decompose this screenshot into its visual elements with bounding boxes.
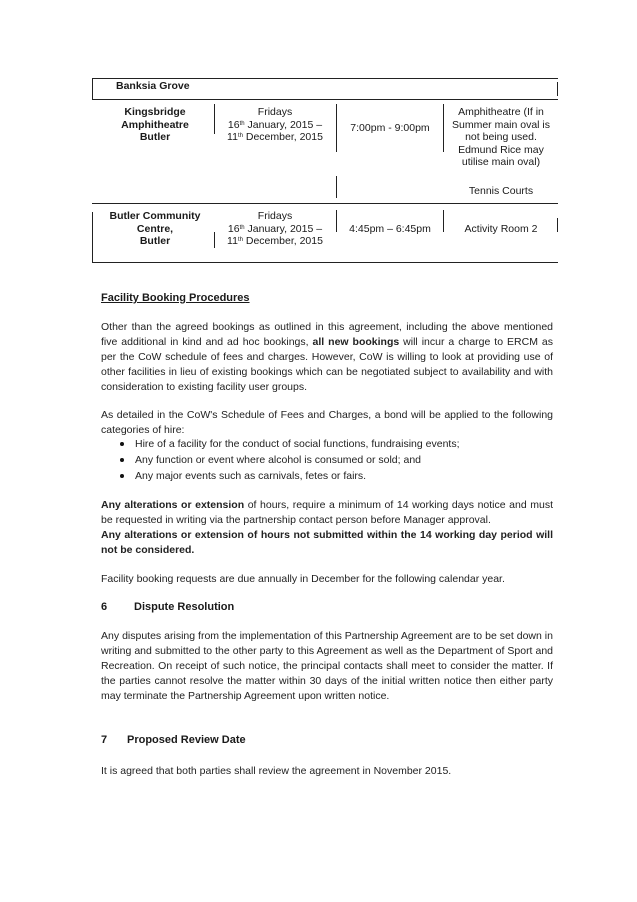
facility-booking-para1: Other than the agreed bookings as outlined in this agreement, including the above mentioned five additional in kind and ad hoc bookings, all new bookings will incur a charge to ERCM as per the CoW schedule of fees and charges. However, CoW is willing to look at providing use of other facilities in lieu of existing bookings which can be negotiated subject to availability and with consideration to existing facility user groups. <box>101 321 553 393</box>
facility-booking-para3: Any alterations or extension of hours, require a minimum of 14 working days notice and must be requested in writing via the partnership contact person before Manager approval. <box>101 499 553 526</box>
row2-venue-line3: Butler <box>139 235 171 247</box>
row1-facility-line5: utilise main oval) <box>461 156 541 168</box>
row1-bottom-border <box>92 203 558 204</box>
section7-title: Proposed Review Date <box>127 734 246 746</box>
row2-venue-line1: Butler Community <box>109 210 201 222</box>
table-left-border-top <box>92 78 93 100</box>
row2-venue <box>100 210 210 248</box>
row1-time: 7:00pm - 9:00pm <box>350 122 430 134</box>
row2-dates <box>218 210 332 248</box>
header-row-bottom-border <box>92 99 558 100</box>
row2-date-start: 16th January, 2015 – <box>227 222 323 235</box>
section6-title: Dispute Resolution <box>134 601 235 613</box>
row1-venue-line2: Amphitheatre <box>121 118 189 131</box>
row1-date-start: 16th January, 2015 – <box>227 118 323 131</box>
row2-date-end: 11th December, 2015 <box>227 235 323 247</box>
row2-facility: Activity Room 2 <box>464 223 538 235</box>
row2-day: Fridays <box>257 210 293 222</box>
row2-bottom-border <box>92 262 558 263</box>
row2-left-border <box>92 212 93 262</box>
row1-facility-line3: not being used. <box>465 131 537 143</box>
facility-booking-para5: Facility booking requests are due annually in December for the following calendar year. <box>101 573 505 585</box>
row1-divider-time-lower <box>336 176 337 198</box>
header-venue-label: Banksia Grove <box>116 80 190 92</box>
row1-divider-date <box>336 104 337 152</box>
table-right-border-top <box>557 82 558 96</box>
row1-facility-line4: Edmund Rice may <box>458 143 544 156</box>
booking-table <box>0 0 637 270</box>
row1-venue <box>100 106 210 144</box>
row1-facility-line2: Summer main oval is <box>451 118 551 131</box>
row1-date-end: 11th December, 2015 <box>227 131 323 143</box>
row2-divider-date <box>336 210 337 232</box>
row1-divider-venue <box>214 104 215 134</box>
row2-venue-line2: Centre, <box>136 222 174 235</box>
bullet-icon <box>120 442 124 446</box>
row1-facility-line1: Amphitheatre (If in <box>458 106 544 118</box>
section6-text: Any disputes arising from the implementation of this Partnership Agreement are to be set down in writing and submitted to the other party to this Agreement as well as the Department of Sport and Recreation. On receipt of such notice, the principal contacts shall meet to consider the matter. If the parties cannot resolve the matter within 30 days of the initial written notice then either party may terminate the Partnership Agreement upon written notice. <box>101 630 553 702</box>
section7-text: It is agreed that both parties shall review the agreement in November 2015. <box>101 765 452 777</box>
table-top-border <box>92 78 558 79</box>
facility-booking-heading: Facility Booking Procedures <box>101 292 250 304</box>
row2-divider-venue <box>214 232 215 248</box>
row2-right-border <box>557 218 558 232</box>
row2-time: 4:45pm – 6:45pm <box>349 223 431 235</box>
row1-venue-line3: Butler <box>139 131 171 143</box>
row2-divider-time <box>443 210 444 232</box>
facility-booking-para4: Any alterations or extension of hours not submitted within the 14 working day period will not be considered. <box>101 529 553 556</box>
section6-number: 6 <box>101 601 108 613</box>
row1-facility <box>446 106 556 169</box>
bullet-icon <box>120 474 124 478</box>
row1-day: Fridays <box>257 106 293 118</box>
section7-number: 7 <box>101 734 108 746</box>
row1-dates <box>218 106 332 144</box>
bullet-icon <box>120 458 124 462</box>
row1-divider-time <box>443 104 444 152</box>
row1-facility-extra: Tennis Courts <box>468 185 534 197</box>
facility-booking-para2: As detailed in the CoW's Schedule of Fees and Charges, a bond will be applied to the following categories of hire: <box>101 409 553 436</box>
row1-venue-line1: Kingsbridge <box>124 106 186 118</box>
